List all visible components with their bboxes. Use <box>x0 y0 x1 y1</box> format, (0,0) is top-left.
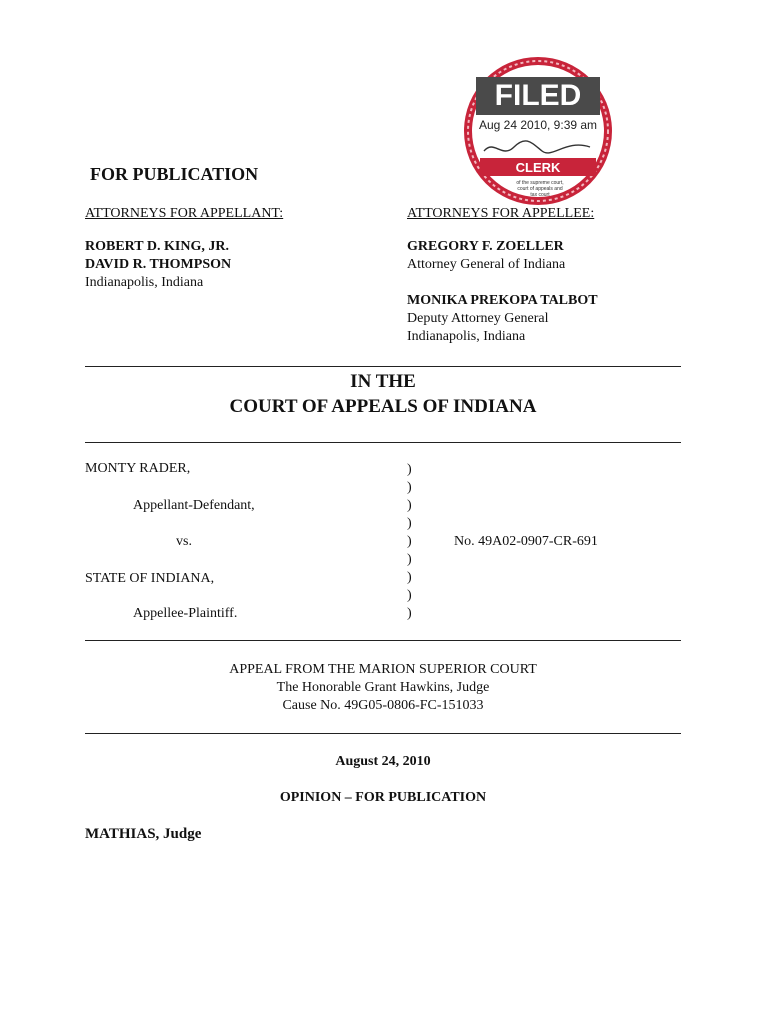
appellee-attorney-1-title: Attorney General of Indiana <box>407 257 566 272</box>
court-title-line-2: COURT OF APPEALS OF INDIANA <box>229 396 537 417</box>
divider-2 <box>85 442 681 443</box>
appellant-attorney-2: DAVID R. THOMPSON <box>85 257 232 272</box>
caption-paren: ) <box>407 552 412 567</box>
caption-paren: ) <box>407 570 412 585</box>
appeal-from-court: APPEAL FROM THE MARION SUPERIOR COURT <box>229 662 537 677</box>
caption-party-2: STATE OF INDIANA, <box>85 571 215 586</box>
caption-party-1-role: Appellant-Defendant, <box>133 498 255 513</box>
filed-stamp <box>462 55 614 207</box>
appellee-attorney-1: GREGORY F. ZOELLER <box>407 239 564 254</box>
opinion-title: OPINION – FOR PUBLICATION <box>279 790 487 805</box>
divider-3 <box>85 640 681 641</box>
appellant-location: Indianapolis, Indiana <box>85 275 204 290</box>
divider-4 <box>85 733 681 734</box>
stamp-datetime: Aug 24 2010, 9:39 am <box>478 118 598 132</box>
opinion-judge: MATHIAS, Judge <box>85 826 202 842</box>
opinion-date: August 24, 2010 <box>335 754 431 769</box>
stamp-clerk-label: CLERK <box>515 160 561 175</box>
caption-paren: ) <box>407 588 412 603</box>
caption-paren: ) <box>407 516 412 531</box>
stamp-clerk-sub3: tax court <box>530 192 550 198</box>
court-title-line-1: IN THE <box>350 371 416 392</box>
caption-party-1: MONTY RADER, <box>85 461 191 476</box>
appellee-location: Indianapolis, Indiana <box>407 329 526 344</box>
stamp-clerk-sub1: of the supreme court, <box>516 180 564 186</box>
for-publication-heading: FOR PUBLICATION <box>90 164 259 184</box>
caption-paren: ) <box>407 462 412 477</box>
caption-paren: ) <box>407 498 412 513</box>
appeal-cause-number: Cause No. 49G05-0806-FC-151033 <box>282 698 484 713</box>
caption-party-2-role: Appellee-Plaintiff. <box>133 606 238 621</box>
appellant-attorney-1: ROBERT D. KING, JR. <box>85 239 229 254</box>
caption-paren: ) <box>407 534 412 549</box>
caption-paren: ) <box>407 606 412 621</box>
filed-stamp-seal <box>462 55 614 207</box>
caption-vs: vs. <box>176 534 192 549</box>
appellee-attorney-2: MONIKA PREKOPA TALBOT <box>407 293 598 308</box>
appellee-attorneys-heading: ATTORNEYS FOR APPELLEE: <box>407 206 595 221</box>
appeal-judge: The Honorable Grant Hawkins, Judge <box>276 680 490 695</box>
stamp-clerk-sub2: court of appeals and <box>517 186 563 192</box>
caption-paren: ) <box>407 480 412 495</box>
appellant-attorneys-heading: ATTORNEYS FOR APPELLANT: <box>85 206 284 221</box>
divider-1 <box>85 366 681 367</box>
case-number: No. 49A02-0907-CR-691 <box>454 534 598 549</box>
stamp-filed-label: FILED <box>494 79 582 112</box>
appellee-attorney-2-title: Deputy Attorney General <box>407 311 549 326</box>
